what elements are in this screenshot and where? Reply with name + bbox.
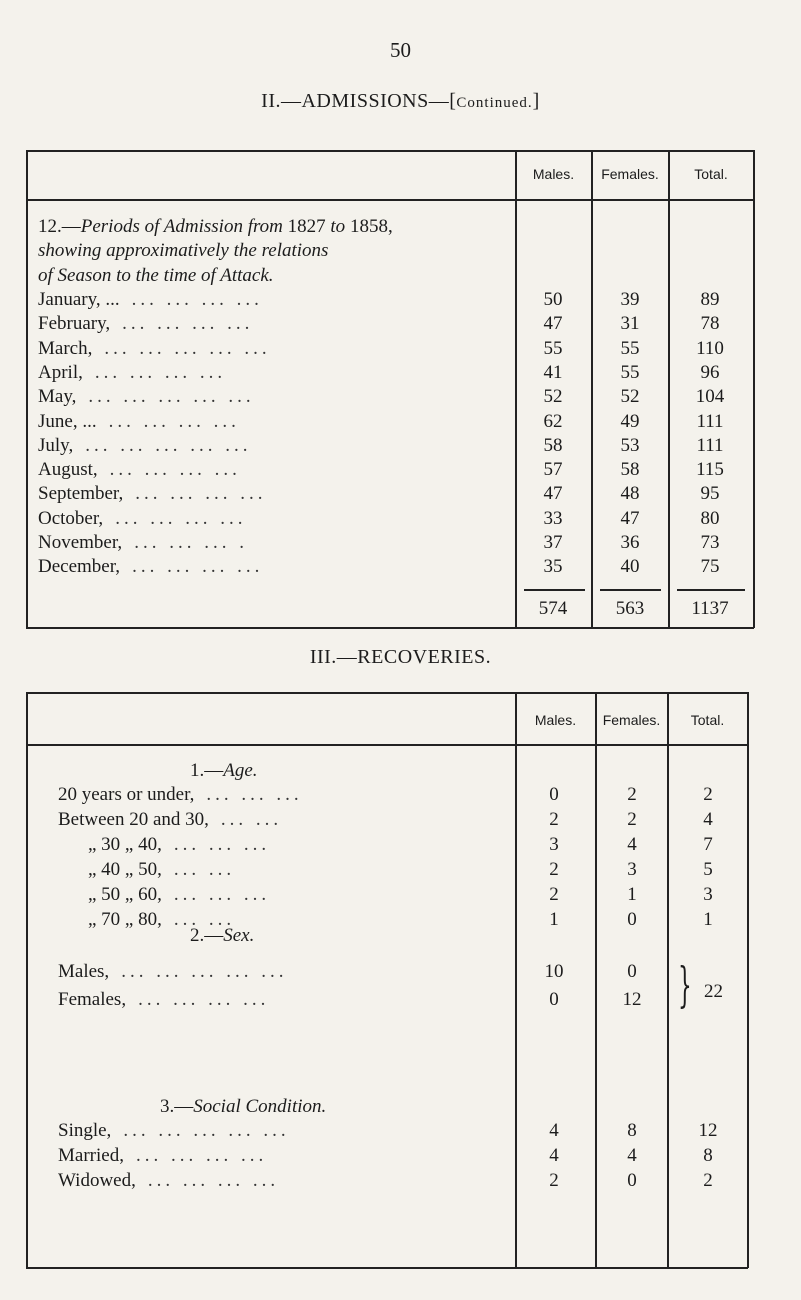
row-leader-dots: ... ... ... ... <box>147 1170 280 1191</box>
row-label <box>88 884 270 906</box>
cell-total: 5 <box>703 859 713 880</box>
cell-females: 31 <box>620 313 640 335</box>
row-leader-dots: ... ... ... ... ... <box>123 1120 290 1141</box>
admissions-total-females: 563 <box>615 598 645 619</box>
row-leader-dots: ... ... ... ... <box>94 361 227 383</box>
cell-males: 4 <box>549 1145 559 1166</box>
row-label <box>38 483 267 505</box>
row-leader-dots: ... ... ... ... <box>135 1145 268 1166</box>
cell-females: 49 <box>620 410 640 432</box>
cell-females: 2 <box>627 809 637 830</box>
admissions-title-end: ] <box>532 90 540 112</box>
cell-total: 111 <box>696 410 724 432</box>
row-leader-dots: ... ... ... . <box>134 532 248 553</box>
row-label <box>38 338 271 360</box>
row-leader-dots: ... ... ... <box>173 834 271 855</box>
admissions-year-from: 1827 <box>287 216 326 237</box>
cell-total: 96 <box>700 361 720 383</box>
admissions-year-to: 1858, <box>349 216 393 237</box>
recoveries-left-rule <box>26 692 28 1268</box>
cell-females: 58 <box>620 459 640 481</box>
row-label-text: December, <box>38 556 121 578</box>
cell-total: 115 <box>696 459 724 481</box>
age-heading-number: 1.— <box>190 760 224 781</box>
row-label <box>58 989 269 1011</box>
row-label-text: January, ... <box>38 289 120 310</box>
row-label-text: September, <box>38 483 124 505</box>
admissions-header-males: Males. <box>532 166 575 182</box>
cell-males: 62 <box>543 410 563 432</box>
admissions-top-rule <box>26 150 754 152</box>
row-label <box>38 435 251 457</box>
cell-total: 95 <box>700 483 720 505</box>
row-label <box>38 556 263 578</box>
admissions-section-title-text: Periods of Admission from <box>80 216 288 237</box>
cell-males: 33 <box>543 507 563 529</box>
cell-total: 89 <box>700 289 720 310</box>
cell-females: 55 <box>620 361 640 383</box>
row-label-text: „ 70 „ 80, <box>88 909 162 930</box>
cell-females: 0 <box>627 909 637 930</box>
cell-males: 52 <box>543 386 563 408</box>
row-label-text: 20 years or under, <box>58 784 195 805</box>
cell-total: 75 <box>700 556 720 578</box>
sex-heading-number: 2.— <box>190 925 224 946</box>
cell-males: 10 <box>544 961 564 982</box>
row-label-text: Single, <box>58 1120 112 1141</box>
cell-males: 58 <box>543 434 563 456</box>
row-label-text: „ 40 „ 50, <box>88 859 162 880</box>
row-leader-dots: ... ... ... ... <box>108 410 240 432</box>
cell-females: 52 <box>620 386 640 408</box>
row-leader-dots: ... ... ... ... <box>122 313 254 335</box>
cell-total: 8 <box>703 1145 713 1166</box>
cell-females: 1 <box>627 884 637 905</box>
social-heading <box>160 1096 326 1118</box>
row-label <box>58 784 303 806</box>
row-leader-dots: ... ... ... ... ... <box>88 386 255 408</box>
row-leader-dots: ... ... <box>173 909 236 930</box>
sex-heading-text: Sex. <box>223 925 255 946</box>
recoveries-top-rule <box>26 692 748 694</box>
cell-females: 39 <box>620 289 640 310</box>
cell-males: 0 <box>549 989 559 1010</box>
row-label-text: August, <box>38 459 98 481</box>
cell-females: 12 <box>622 989 642 1010</box>
sex-heading <box>190 925 254 947</box>
page-number: 50 <box>390 38 411 62</box>
admissions-section-title-line2: showing approximatively the relations <box>38 240 329 261</box>
cell-males: 3 <box>549 834 559 855</box>
cell-total: 3 <box>703 884 713 905</box>
row-label-text: „ 50 „ 60, <box>88 884 162 905</box>
age-heading <box>190 760 258 782</box>
admissions-sum-rule-males <box>524 589 585 591</box>
row-label <box>38 459 241 481</box>
admissions-total-males: 574 <box>538 598 568 619</box>
row-leader-dots: ... ... ... ... <box>115 507 247 529</box>
recoveries-title: III.—RECOVERIES. <box>309 646 492 668</box>
admissions-sum-rule-females <box>600 589 661 591</box>
row-label <box>38 532 248 554</box>
row-label-text: Widowed, <box>58 1170 136 1191</box>
row-label-text: October, <box>38 507 104 529</box>
cell-males: 4 <box>549 1120 559 1141</box>
row-leader-dots: ... ... ... ... <box>109 459 241 481</box>
row-label-text: February, <box>38 313 111 335</box>
admissions-sum-rule-total <box>677 589 745 591</box>
cell-females: 55 <box>620 337 640 359</box>
admissions-right-rule <box>753 150 755 628</box>
row-label <box>38 362 226 384</box>
row-label-text: „ 30 „ 40, <box>88 834 162 855</box>
cell-females: 4 <box>627 834 637 855</box>
row-label <box>38 313 253 335</box>
admissions-header-total: Total. <box>694 166 728 182</box>
row-leader-dots: ... ... ... ... ... <box>104 337 271 359</box>
cell-total: 4 <box>703 809 713 830</box>
cell-total: 2 <box>703 1170 713 1191</box>
cell-total: 7 <box>703 834 713 855</box>
cell-females: 4 <box>627 1145 637 1166</box>
row-label-text: March, <box>38 337 93 359</box>
cell-total: 110 <box>696 337 724 359</box>
row-label <box>38 289 263 311</box>
admissions-to-word: to <box>325 216 350 237</box>
cell-females: 48 <box>620 483 640 505</box>
row-label <box>38 411 240 433</box>
cell-males: 50 <box>543 289 563 310</box>
row-label-text: July, <box>38 434 74 456</box>
row-leader-dots: ... ... ... ... ... <box>85 434 252 456</box>
cell-total: 1 <box>703 909 713 930</box>
admissions-bottom-rule <box>26 627 754 629</box>
row-label-text: Females, <box>58 989 127 1010</box>
recoveries-header-males: Males. <box>534 712 577 728</box>
row-label-text: Males, <box>58 961 110 982</box>
row-leader-dots: ... ... <box>173 859 236 880</box>
recoveries-bottom-rule <box>26 1267 748 1269</box>
cell-males: 55 <box>543 337 563 359</box>
cell-total: 80 <box>700 507 720 529</box>
cell-females: 0 <box>627 1170 637 1191</box>
row-label-text: May, <box>38 386 77 408</box>
row-label <box>58 1170 279 1192</box>
row-label <box>58 1145 267 1167</box>
row-leader-dots: ... ... ... ... <box>131 289 263 310</box>
cell-total: 111 <box>696 434 724 456</box>
cell-total: 104 <box>695 386 725 408</box>
row-label-text: Between 20 and 30, <box>58 809 209 830</box>
cell-males: 2 <box>549 1170 559 1191</box>
cell-total: 12 <box>698 1120 718 1141</box>
recoveries-header-rule <box>26 744 748 746</box>
row-label-text: Married, <box>58 1145 124 1166</box>
row-label <box>58 809 282 831</box>
row-label <box>38 508 246 530</box>
cell-females: 47 <box>620 507 640 529</box>
cell-males: 2 <box>549 859 559 880</box>
row-label-text: June, ... <box>38 410 97 432</box>
row-label <box>38 386 255 408</box>
admissions-section-title-line3: of Season to the time of Attack. <box>38 265 274 286</box>
cell-males: 1 <box>549 909 559 930</box>
cell-males: 37 <box>543 532 563 553</box>
admissions-header-rule <box>26 199 754 201</box>
admissions-section-title-line1 <box>38 216 393 238</box>
row-leader-dots: ... ... ... <box>173 884 271 905</box>
cell-females: 40 <box>620 556 640 578</box>
cell-total: 78 <box>700 313 720 335</box>
recoveries-header-females: Females. <box>602 712 661 728</box>
row-leader-dots: ... ... <box>220 809 283 830</box>
admissions-title-main: II.—ADMISSIONS—[ <box>261 90 457 112</box>
cell-females: 3 <box>627 859 637 880</box>
cell-total: 2 <box>703 784 713 805</box>
row-leader-dots: ... ... ... ... <box>135 483 267 505</box>
cell-males: 57 <box>543 459 563 481</box>
cell-females: 53 <box>620 434 640 456</box>
cell-males: 47 <box>543 483 563 505</box>
row-label <box>88 859 235 881</box>
cell-females: 36 <box>620 532 640 553</box>
cell-total: 73 <box>700 532 720 553</box>
cell-males: 47 <box>543 313 563 335</box>
admissions-title <box>0 90 801 113</box>
row-leader-dots: ... ... ... ... ... <box>121 961 288 982</box>
row-label-text: April, <box>38 361 83 383</box>
admissions-header-females: Females. <box>601 166 659 182</box>
sex-total: 22 <box>704 981 723 1002</box>
cell-males: 2 <box>549 809 559 830</box>
social-heading-number: 3.— <box>160 1096 194 1117</box>
cell-females: 2 <box>627 784 637 805</box>
cell-males: 0 <box>549 784 559 805</box>
cell-females: 0 <box>627 961 637 982</box>
age-heading-text: Age. <box>223 760 258 781</box>
row-label <box>58 961 287 983</box>
cell-males: 41 <box>543 361 563 383</box>
row-leader-dots: ... ... ... ... <box>132 556 264 578</box>
row-leader-dots: ... ... ... ... <box>138 989 270 1010</box>
cell-males: 2 <box>549 884 559 905</box>
recoveries-header-total: Total. <box>690 712 725 728</box>
sex-total-brace: } <box>678 957 692 1013</box>
admissions-total-total: 1137 <box>691 598 729 619</box>
admissions-section-number: 12.— <box>38 216 81 237</box>
admissions-title-continued: Continued. <box>456 95 533 111</box>
cell-females: 8 <box>627 1120 637 1141</box>
row-label <box>58 1120 290 1142</box>
row-leader-dots: ... ... ... <box>206 784 303 805</box>
cell-males: 35 <box>543 556 563 578</box>
social-heading-text: Social Condition. <box>193 1096 327 1117</box>
row-label <box>88 834 270 856</box>
admissions-left-rule <box>26 150 28 628</box>
row-label-text: November, <box>38 532 123 553</box>
